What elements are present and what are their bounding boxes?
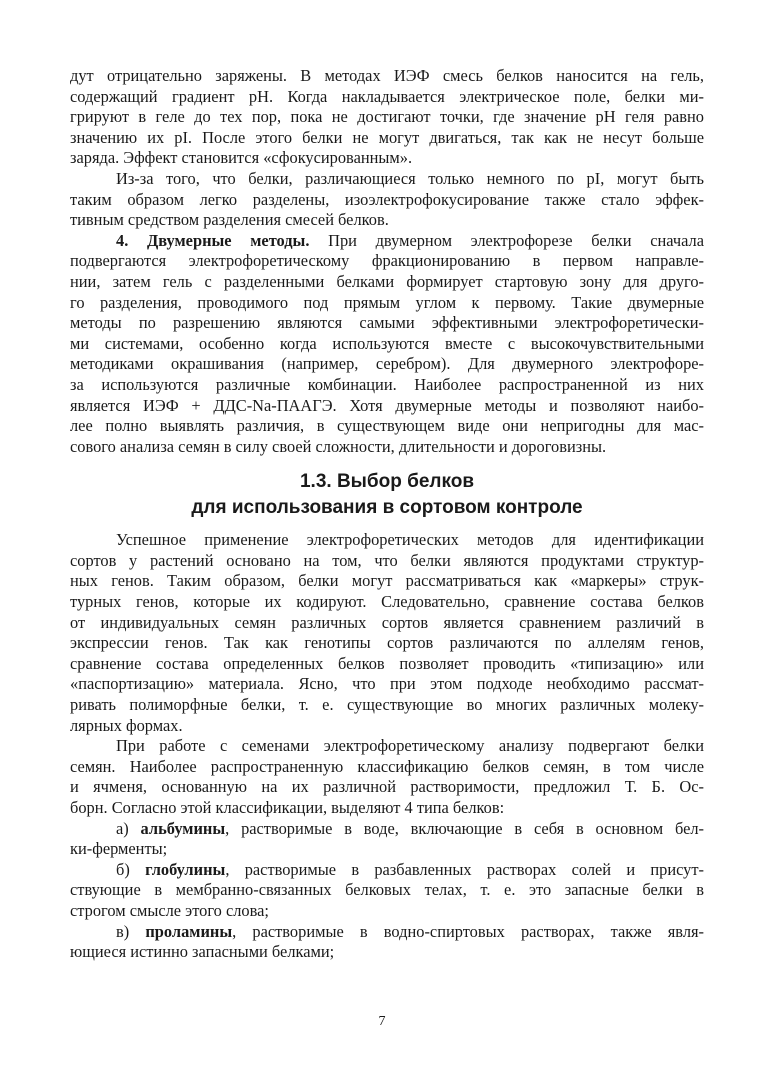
- text-segment: таким образом легко разделены, изоэлектрофокусирование также стало эффек-: [70, 189, 704, 209]
- text-segment: ривать полиморфные белки, т. е. существующие во многих различных молеку-: [70, 695, 704, 715]
- text-line: [70, 839, 704, 860]
- text-line: [70, 716, 704, 737]
- text-line: [70, 757, 704, 778]
- text-line: [70, 654, 704, 675]
- text-line: [70, 416, 704, 437]
- text-line: [70, 107, 704, 128]
- text-segment: значению их pI. После этого белки не могут двигаться, так как не несут больше: [70, 127, 704, 147]
- text-segment: , растворимые в разбавленных растворах солей и присут-: [225, 859, 704, 879]
- text-line: [70, 819, 704, 840]
- text-line: [70, 251, 704, 272]
- text-line: [70, 901, 704, 922]
- text-line: [70, 777, 704, 798]
- text-segment: ки-ферменты;: [70, 839, 168, 859]
- text-line: [70, 942, 704, 963]
- text-line: [70, 551, 704, 572]
- text-line: [70, 674, 704, 695]
- text-segment: го разделения, проводимого под прямым углом к первому. Такие двумерные: [70, 292, 704, 312]
- text-line: [70, 633, 704, 654]
- text-segment: сового анализа семян в силу своей сложности, длительности и дороговизны.: [70, 436, 607, 456]
- text-segment: содержащий градиент pH. Когда накладывается электрическое поле, белки ми-: [70, 86, 704, 106]
- text-line: [70, 613, 704, 634]
- text-segment: дут отрицательно заряжены. В методах ИЭФ смесь белков наносится на гель,: [70, 66, 704, 85]
- text-segment: является ИЭФ + ДДС-Na-ПААГЭ. Хотя двумерные методы и позволяют наибо-: [70, 395, 704, 415]
- text-segment: тивным средством разделения смесей белков.: [70, 210, 389, 230]
- text-line: [70, 169, 704, 190]
- text-segment: лее полно выявлять различия, в существующем виде они непригодны для мас-: [70, 416, 704, 436]
- text-line: [70, 880, 704, 901]
- text-segment: сортов у растений основано на том, что белки являются продуктами структур-: [70, 550, 704, 570]
- text-segment: за используются различные комбинации. Наиболее распространенной из них: [70, 374, 704, 394]
- text-segment: а): [116, 818, 141, 838]
- text-block-electrophoresis-methods: [70, 66, 704, 457]
- text-segment: сравнение состава определенных белков позволяет проводить «типизацию» или: [70, 653, 704, 673]
- text-line: [70, 272, 704, 293]
- section-heading-line-2: для использования в сортовом контроле: [191, 497, 583, 519]
- text-segment: грируют в геле до тех пор, пока не достигают точки, где значение pH геля равно: [70, 107, 704, 127]
- bold-term: проламины: [145, 921, 233, 941]
- text-segment: турных генов, которые их кодируют. Следовательно, сравнение состава белков: [70, 592, 704, 612]
- text-segment: ющиеся истинно запасными белками;: [70, 942, 335, 962]
- bold-term: 4. Двумерные методы.: [116, 230, 310, 250]
- text-line: [70, 922, 704, 943]
- bold-term: альбумины: [140, 818, 226, 838]
- text-segment: При работе с семенами электрофоретическому анализу подвергают белки: [116, 736, 704, 756]
- text-line: [70, 148, 704, 169]
- text-line: [70, 190, 704, 211]
- text-line: [70, 128, 704, 149]
- text-segment: При двумерном электрофорезе белки сначала: [309, 230, 704, 250]
- text-segment: ных генов. Таким образом, белки могут рассматриваться как «маркеры» струк-: [70, 571, 704, 591]
- text-segment: экспрессии генов. Так как генотипы сортов различаются по аллелям генов,: [70, 633, 704, 653]
- text-line: [70, 231, 704, 252]
- text-segment: , растворимые в водно-спиртовых растворах, также явля-: [232, 921, 704, 941]
- text-segment: в): [116, 921, 146, 941]
- text-line: [70, 571, 704, 592]
- text-line: [70, 293, 704, 314]
- text-segment: от индивидуальных семян различных сортов является сравнением различий в: [70, 612, 704, 632]
- text-segment: и ячменя, основанную на их различной растворимости, предложил Т. Б. Ос-: [70, 777, 704, 797]
- text-segment: «паспортизацию» материала. Ясно, что при этом подходе необходимо рассмат-: [70, 674, 704, 694]
- text-line: [70, 437, 704, 458]
- text-segment: ми системами, особенно когда используются вместе с высокочувствительными: [70, 333, 704, 353]
- text-segment: лярных формах.: [70, 715, 183, 735]
- text-line: [70, 530, 704, 551]
- text-segment: нии, затем гель с разделенными белками формирует стартовую зону для друго-: [70, 271, 704, 291]
- text-segment: б): [116, 859, 146, 879]
- text-line: [70, 66, 704, 87]
- text-segment: строгом смысле этого слова;: [70, 900, 269, 920]
- text-segment: ствующие в мембранно-связанных белковых телах, т. е. это запасные белки в: [70, 880, 704, 900]
- page-body: [70, 66, 704, 963]
- text-line: [70, 375, 704, 396]
- text-segment: подвергаются электрофоретическому фракционированию в первом направле-: [70, 251, 704, 271]
- text-block-protein-selection: [70, 530, 704, 962]
- text-line: [70, 695, 704, 716]
- page-number: 7: [378, 1014, 386, 1029]
- text-line: [70, 798, 704, 819]
- text-segment: борн. Согласно этой классификации, выделяют 4 типа белков:: [70, 798, 505, 817]
- text-line: [70, 354, 704, 375]
- text-segment: методиками окрашивания (например, серебром). Для двумерного электрофоре-: [70, 354, 704, 374]
- text-line: [70, 313, 704, 334]
- text-segment: Успешное применение электрофоретических методов для идентификации: [116, 530, 704, 550]
- text-line: [70, 334, 704, 355]
- text-segment: , растворимые в воде, включающие в себя в основном бел-: [225, 818, 704, 838]
- text-segment: методы по разрешению являются самыми эффективными электрофоретически-: [70, 313, 704, 333]
- section-heading-line-1: 1.3. Выбор белков: [299, 471, 475, 493]
- bold-term: глобулины: [145, 859, 226, 879]
- text-segment: заряда. Эффект становится «сфокусированным».: [70, 148, 413, 168]
- text-line: [70, 396, 704, 417]
- text-segment: семян. Наиболее распространенную классификацию белков семян, в том числе: [70, 756, 704, 776]
- text-segment: Из-за того, что белки, различающиеся только немного по pI, могут быть: [116, 168, 704, 188]
- text-line: [70, 736, 704, 757]
- text-line: [70, 592, 704, 613]
- text-line: [70, 860, 704, 881]
- text-line: [70, 210, 704, 231]
- text-line: [70, 87, 704, 108]
